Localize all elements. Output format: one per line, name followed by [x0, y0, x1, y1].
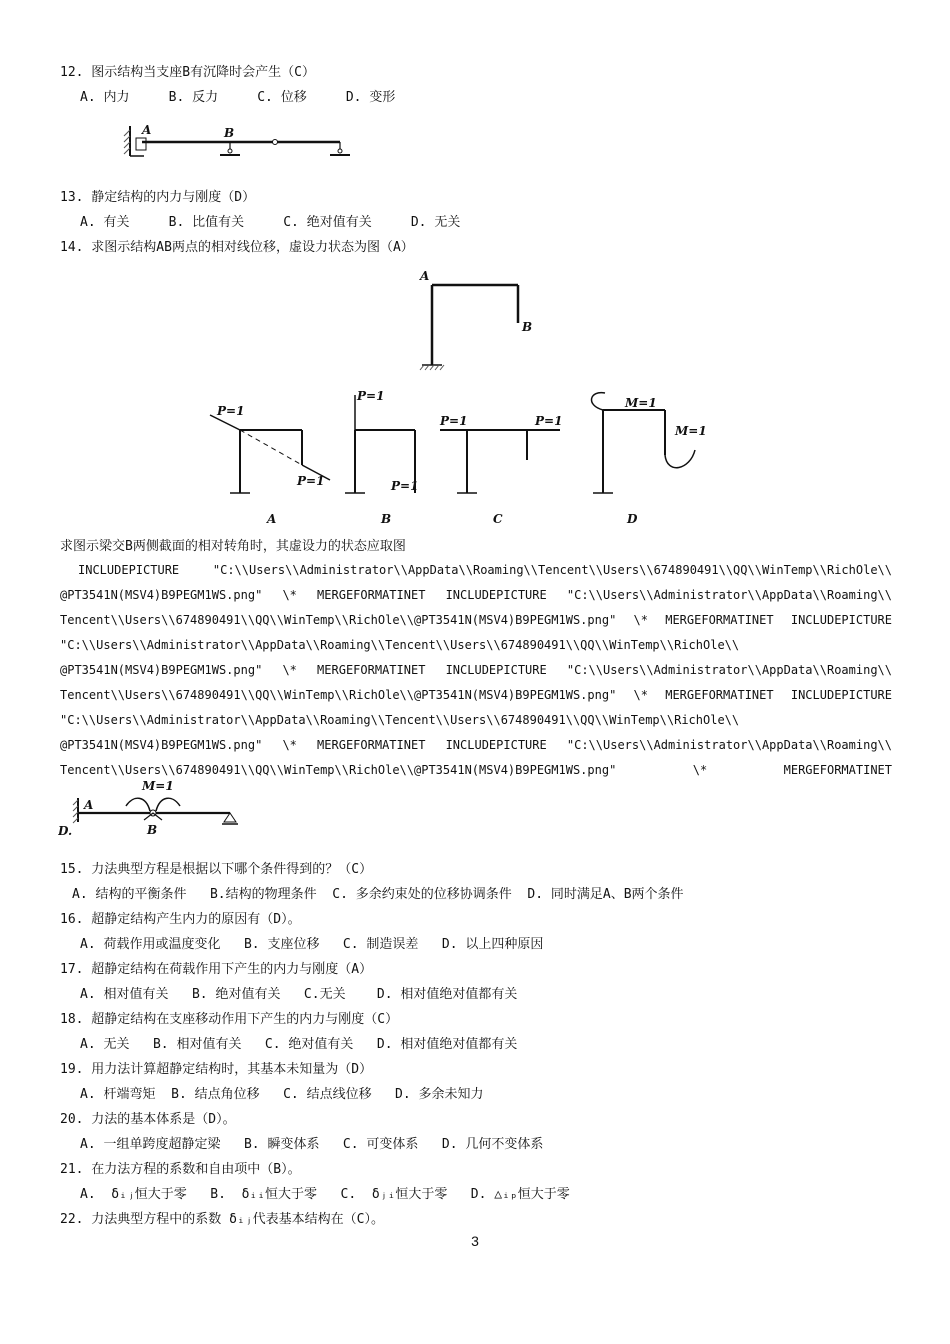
q12-label-b: B	[224, 126, 235, 140]
q15-options: A. 结构的平衡条件 B.结构的物理条件 C. 多余约束处的位移协调条件 D. 同时满足A、B两个条件	[72, 887, 684, 902]
field-code-line-7: "C:\\Users\\Administrator\\AppData\\Roaming\\Tencent\\Users\\674890491\\QQ\\WinTemp\\RichOle\\	[60, 713, 740, 727]
q14b-moment-label: M=1	[142, 779, 174, 793]
q12-stem: 12. 图示结构当支座B有沉降时会产生（C）	[60, 65, 315, 80]
field-code-line-5: @PT3541N(MSV4)B9PEGM1WS.png" \* MERGEFORMATINET INCLUDEPICTURE "C:\\Users\\Administrator\\AppData\\Roaming\\	[60, 663, 892, 677]
q22-stem: 22. 力法典型方程中的系数 δᵢⱼ代表基本结构在（C）。	[60, 1212, 384, 1227]
q14-choice-b: B	[381, 512, 392, 526]
q14-label-a: A	[420, 269, 430, 283]
q18-stem: 18. 超静定结构在支座移动作用下产生的内力与刚度（C）	[60, 1012, 399, 1027]
q14b-stem: 求图示梁交B两侧截面的相对转角时，其虚设力的状态应取图	[60, 539, 406, 554]
q21-stem: 21. 在力法方程的系数和自由项中（B）。	[60, 1162, 301, 1177]
field-code-line-9: Tencent\\Users\\674890491\\QQ\\WinTemp\\RichOle\\@PT3541N(MSV4)B9PEGM1WS.png" \* MERGEFORMATINET	[60, 763, 892, 777]
q14b-label-b: B	[147, 823, 158, 837]
q19-options: A. 杆端弯矩 B. 结点角位移 C. 结点线位移 D. 多余未知力	[80, 1087, 484, 1102]
field-code-line-2: @PT3541N(MSV4)B9PEGM1WS.png" \* MERGEFORMATINET INCLUDEPICTURE "C:\\Users\\Administrator\\AppData\\Roaming\\	[60, 588, 892, 602]
q14-a-load2: P=1	[297, 474, 325, 488]
q14-d-load1: M=1	[625, 396, 657, 410]
page-number: 3	[471, 1233, 479, 1249]
q14b-option-d: D.	[58, 824, 73, 838]
q20-options: A. 一组单跨度超静定梁 B. 瞬变体系 C. 可变体系 D. 几何不变体系	[80, 1137, 544, 1152]
field-code-line-6: Tencent\\Users\\674890491\\QQ\\WinTemp\\RichOle\\@PT3541N(MSV4)B9PEGM1WS.png" \* MERGEFORMATINET INCLUDEPICTURE	[60, 688, 892, 702]
q13-stem: 13. 静定结构的内力与刚度（D）	[60, 190, 256, 205]
q14-d-load2: M=1	[675, 424, 707, 438]
q14-b-load1: P=1	[357, 389, 385, 403]
q21-options: A. δᵢⱼ恒大于零 B. δᵢᵢ恒大于零 C. δⱼᵢ恒大于零 D. △ᵢₚ恒大于零	[80, 1187, 570, 1202]
q16-options: A. 荷载作用或温度变化 B. 支座位移 C. 制造误差 D. 以上四种原因	[80, 937, 544, 952]
field-code-line-4: "C:\\Users\\Administrator\\AppData\\Roaming\\Tencent\\Users\\674890491\\QQ\\WinTemp\\RichOle\\	[60, 638, 740, 652]
q14-choice-d: D	[627, 512, 638, 526]
q14-choice-a: A	[267, 512, 277, 526]
q14-c-load2: P=1	[535, 414, 563, 428]
q14-label-b: B	[522, 320, 533, 334]
q18-options: A. 无关 B. 相对值有关 C. 绝对值有关 D. 相对值绝对值都有关	[80, 1037, 518, 1052]
q14-stem: 14. 求图示结构AB两点的相对线位移，虚设力状态为图（A）	[60, 240, 414, 255]
q12-label-a: A	[142, 123, 152, 137]
q15-stem: 15. 力法典型方程是根据以下哪个条件得到的？（C）	[60, 862, 373, 877]
q14b-label-a: A	[84, 798, 94, 812]
q19-stem: 19. 用力法计算超静定结构时，其基本未知量为（D）	[60, 1062, 373, 1077]
q14b-option-d-figure	[58, 778, 258, 840]
q20-stem: 20. 力法的基本体系是（D）。	[60, 1112, 236, 1127]
field-code-line-3: Tencent\\Users\\674890491\\QQ\\WinTemp\\RichOle\\@PT3541N(MSV4)B9PEGM1WS.png" \* MERGEFORMATINET INCLUDEPICTURE	[60, 613, 892, 627]
field-code-line-8: @PT3541N(MSV4)B9PEGM1WS.png" \* MERGEFORMATINET INCLUDEPICTURE "C:\\Users\\Administrator\\AppData\\Roaming\\	[60, 738, 892, 752]
q13-options: A. 有关 B. 比值有关 C. 绝对值有关 D. 无关	[80, 215, 461, 230]
q14-a-load1: P=1	[217, 404, 245, 418]
field-code-line-1: INCLUDEPICTURE "C:\\Users\\Administrator\\AppData\\Roaming\\Tencent\\Users\\674890491\\QQ\\WinTemp\\RichOle\\	[78, 563, 892, 577]
q14-b-load2: P=1	[391, 479, 419, 493]
q14-choices-figure	[205, 385, 725, 530]
q12-figure	[120, 118, 365, 168]
q14-c-load1: P=1	[440, 414, 468, 428]
q16-stem: 16. 超静定结构产生内力的原因有（D）。	[60, 912, 301, 927]
q12-options: A. 内力 B. 反力 C. 位移 D. 变形	[80, 90, 396, 105]
q17-options: A. 相对值有关 B. 绝对值有关 C.无关 D. 相对值绝对值都有关	[80, 987, 518, 1002]
q14-structure-figure	[410, 265, 550, 380]
q14-choice-c: C	[493, 512, 503, 526]
q17-stem: 17. 超静定结构在荷载作用下产生的内力与刚度（A）	[60, 962, 373, 977]
